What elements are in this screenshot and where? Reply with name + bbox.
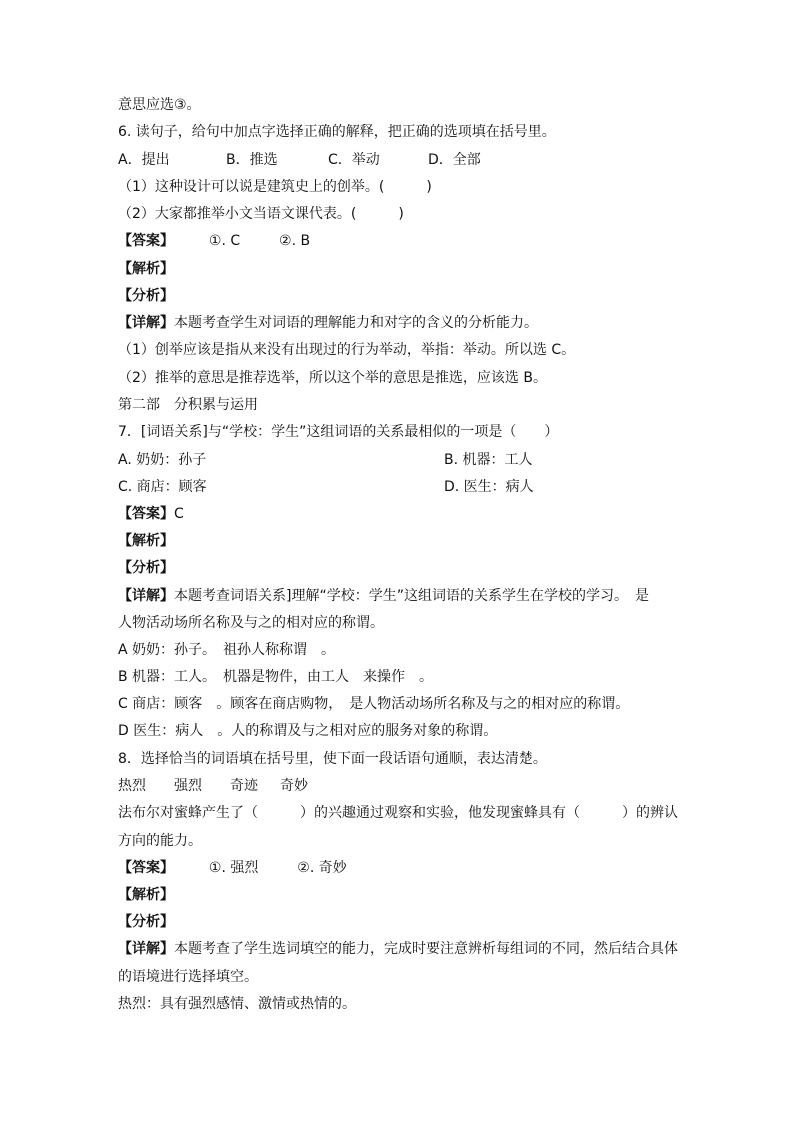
question-7-options-row-1 bbox=[118, 451, 678, 469]
answer-value: C bbox=[174, 506, 184, 522]
text-line: D 医生：病人 。人的称谓及与之相对应的服务对象的称谓。 bbox=[118, 723, 498, 739]
question-6-prompt: 6. 读句子，给句中加点字选择正确的解释，把正确的选项填在括号里。 bbox=[118, 124, 556, 140]
text-line: 意思应选③。 bbox=[118, 97, 201, 113]
question-6-item-2: （2）大家都推举小文当语文课代表。( ) bbox=[118, 206, 404, 222]
answer-tag: 【答案】 bbox=[118, 860, 174, 876]
word-choice: 奇妙 bbox=[280, 778, 308, 794]
explanation-text: 本题考查学生对词语的理解能力和对字的含义的分析能力。 bbox=[174, 315, 538, 331]
text-line: 人物活动场所名称及与之的相对应的称谓。 bbox=[118, 615, 384, 631]
answer-line bbox=[118, 232, 678, 250]
option-c: C. 商店：顾客 bbox=[118, 479, 207, 495]
option-d: D．全部 bbox=[428, 152, 481, 168]
text-line: （2）推举的意思是推荐选举，所以这个举的意思是推选，应该选 B。 bbox=[118, 370, 547, 386]
section-heading: 第二部 分积累与运用 bbox=[118, 397, 258, 413]
question-8-prompt: 8．选择恰当的词语填在括号里，使下面一段话语句通顺，表达清楚。 bbox=[118, 751, 547, 767]
analysis-tag: 【分析】 bbox=[118, 560, 174, 576]
explanation-line bbox=[118, 314, 678, 332]
text-line: 热烈：具有强烈感情、激情或热情的。 bbox=[118, 996, 356, 1012]
fill-in-sentence: 法布尔对蜜蜂产生了（ ）的兴趣通过观察和实验，他发现蜜蜂具有（ ）的辨认 bbox=[118, 805, 678, 821]
word-choice: 奇迹 bbox=[230, 778, 258, 794]
option-a: A．提出 bbox=[118, 152, 170, 168]
analysis-tag: 【解析】 bbox=[118, 533, 174, 549]
analysis-tag: 【分析】 bbox=[118, 914, 174, 930]
question-6-options bbox=[118, 151, 678, 169]
option-b: B. 机器：工人 bbox=[444, 452, 533, 468]
answer-value: ①. C bbox=[208, 233, 241, 249]
text-line: C 商店：顾客 。顾客在商店购物， 是人物活动场所名称及与之的相对应的称谓。 bbox=[118, 696, 630, 712]
question-7-prompt: 7．[词语关系]与“学校：学生”这组词语的关系最相似的一项是（ ） bbox=[118, 424, 559, 440]
word-choice: 热烈 bbox=[118, 778, 146, 794]
text-line: 的语境进行选择填空。 bbox=[118, 969, 258, 985]
answer-line bbox=[118, 505, 678, 523]
answer-tag: 【答案】 bbox=[118, 233, 174, 249]
answer-line bbox=[118, 859, 678, 877]
answer-value: ②. B bbox=[279, 233, 311, 249]
explanation-tag: 【详解】 bbox=[118, 315, 174, 331]
answer-tag: 【答案】 bbox=[118, 506, 174, 522]
option-d: D. 医生：病人 bbox=[444, 479, 534, 495]
explanation-line bbox=[118, 940, 678, 958]
option-c: C．举动 bbox=[328, 152, 380, 168]
text-line: B 机器：工人。 机器是物件，由工人 来操作 。 bbox=[118, 669, 434, 685]
explanation-tag: 【详解】 bbox=[118, 588, 174, 604]
answer-value: ①. 强烈 bbox=[208, 860, 259, 876]
question-6-item-1: （1）这种设计可以说是建筑史上的创举。( ) bbox=[118, 179, 432, 195]
word-choice: 强烈 bbox=[174, 778, 202, 794]
explanation-text: 本题考查了学生选词填空的能力，完成时要注意辨析每组词的不同，然后结合具体 bbox=[174, 941, 678, 957]
text-line: （1）创举应该是指从来没有出现过的行为举动，举指：举动。所以选 C。 bbox=[118, 342, 576, 358]
fill-in-sentence-cont: 方向的能力。 bbox=[118, 833, 202, 849]
option-b: B．推选 bbox=[226, 152, 278, 168]
analysis-tag: 【分析】 bbox=[118, 288, 174, 304]
analysis-tag: 【解析】 bbox=[118, 261, 174, 277]
word-choices bbox=[118, 777, 678, 795]
explanation-line bbox=[118, 587, 678, 605]
option-a: A. 奶奶：孙子 bbox=[118, 452, 207, 468]
explanation-text: 本题考查词语关系]理解“学校：学生”这组词语的关系学生在学校的学习。 是 bbox=[174, 588, 649, 604]
answer-value: ②. 奇妙 bbox=[297, 860, 347, 876]
text-line: A 奶奶：孙子。 祖孙人称称谓 。 bbox=[118, 642, 336, 658]
explanation-tag: 【详解】 bbox=[118, 941, 174, 957]
question-7-options-row-2 bbox=[118, 478, 678, 496]
analysis-tag: 【解析】 bbox=[118, 887, 174, 903]
